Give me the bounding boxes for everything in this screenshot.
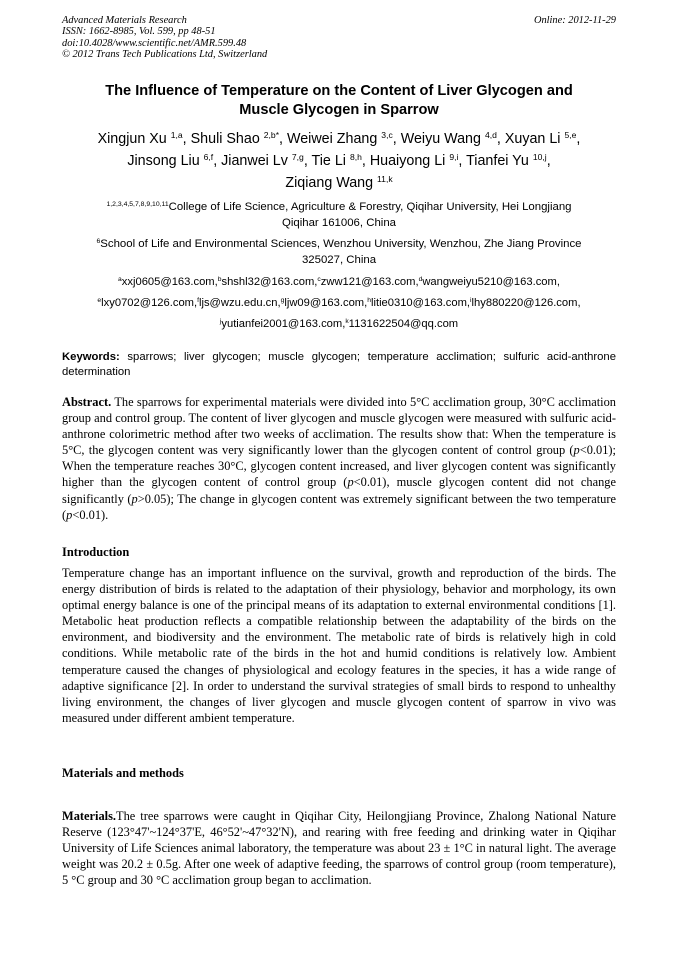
email-address: 1131622504@qq.com [348,318,459,330]
email-sup: j [219,317,222,325]
section-heading-materials-methods: Materials and methods [62,766,184,780]
author-sup: 5,e [564,129,577,140]
email-address: xxj0605@163.com, [121,276,218,288]
keywords-label: Keywords: [62,351,120,363]
affiliation-sup: 6 [96,237,101,245]
affiliation-text: School of Life and Environmental Sciences, Wenzhou University, Wenzhou, Zhe Jiang Province [100,238,582,250]
author-sup: 8,h [349,151,362,162]
author-sup: 1,a [170,129,183,140]
p-value-symbol: p [131,491,138,506]
email-sup: g [280,296,285,304]
email-sup: a [118,275,122,283]
email-sup: i [470,296,472,304]
journal-copyright: © 2012 Trans Tech Publications Ltd, Switzerland [62,49,268,61]
email-sup: h [367,296,371,304]
email-sup: b [217,275,222,283]
abstract-text: <0.01), muscle glycogen content did not change significantly ( [62,475,616,506]
author-sup: 11,k [377,173,393,184]
affiliation-1 [62,199,616,231]
email-address: shshl32@163.com, [221,276,318,288]
keywords [62,350,616,379]
author-name: Jianwei Lv [221,153,288,169]
author-list: Xingjun Xu $^{1,a}$, Shuli Shao $^{2,b*}$, Weiwei Zhang $^{3,c}$, Weiyu Wang $^{4,d}$, Xuyan Li $^{5,e}$, Jinsong Liu $^{6,f}$, Jianwei Lv $^{7,g}$, Tie Li $^{8,h}$, Huaiyong Li $^{9,i}$, Tianfei Yu $^{10,j}$, Ziqiang Wang $^{11,k}$ [97,129,581,191]
email-address: lhy880220@126.com, [471,297,581,309]
keywords-text: sparrows; liver glycogen; muscle glycogen; temperature acclimation; sulfuric acid-anthrone determination [62,351,616,378]
journal-issn: ISSN: 1662-8985, Vol. 599, pp 48-51 [62,26,216,38]
online-date: Online: 2012-11-29 [533,15,616,26]
author-name: Weiwei Zhang [286,131,378,147]
author-sup: 3,c [381,129,393,140]
email-sup: e [97,296,102,304]
author-name: Ziqiang Wang [285,175,374,191]
email-sup: f [197,296,199,304]
p-value-symbol: p [573,443,580,458]
journal-name: Advanced Materials Research [62,15,187,26]
materials-paragraph [62,808,616,888]
email-list [58,272,620,335]
p-value-symbol: p [347,475,354,490]
abstract-label: Abstract. [62,395,112,409]
author-sup: 10,j [532,151,547,162]
section-heading-introduction: Introduction [62,545,130,559]
email-address: yutianfei2001@163.com, [221,318,346,330]
email-address: ljs@wzu.edu.cn, [198,297,281,309]
author-name: Weiyu Wang [400,131,481,147]
paper-title [62,82,616,120]
email-sup: d [418,275,423,283]
email-address: litie0310@163.com, [370,297,471,309]
affiliation-text: College of Life Science, Agriculture & Forestry, Qiqihar University, Hei Longjiang [168,201,572,213]
abstract-text: The sparrows for experimental materials were divided into 5°C acclimation group, 30°C acclimation group and control group. The content of liver glycogen and muscle glycogen were measured with sulfuric acid-anthrone colorimetric method after two weeks of acclimation. The results show that: When the temperature is 5°C, the glycogen content was very significantly lower than the glycogen content of control group ( [62,395,616,458]
email-address: zww121@163.com, [320,276,419,288]
materials-label: Materials. [62,809,117,823]
author-name: Jinsong Liu [127,153,200,169]
author-sup: 2,b* [263,129,280,140]
author-name: Xuyan Li [504,131,561,147]
author-name: Tie Li [311,153,346,169]
email-sup: c [317,275,321,283]
abstract-text: <0.01). [72,507,109,522]
author-name: Tianfei Yu [466,153,529,169]
affiliation-2 [62,236,616,268]
abstract-text: >0.05); The change in glycogen content was extremely significant between the two temperature ( [62,491,616,522]
journal-header [62,15,616,61]
affiliation-text: 325027, China [301,254,377,266]
author-name: Huaiyong Li [369,153,446,169]
abstract [62,394,616,523]
title-line-1: The Influence of Temperature on the Content of Liver Glycogen and [105,83,573,99]
email-address: wangweiyu5210@163.com, [422,276,560,288]
email-address: ljw09@163.com, [284,297,368,309]
author-sup: 6,f [203,151,214,162]
email-address: lxy0702@126.com, [101,297,198,309]
author-sup: 9,i [449,151,459,162]
email-sup: k [345,317,349,325]
author-sup: 4,d [484,129,497,140]
title-line-2: Muscle Glycogen in Sparrow [239,102,439,118]
author-name: Shuli Shao [190,131,260,147]
abstract-text: <0.01); When the temperature reaches 30°C, glycogen content increased, and liver glycogen content was significantly higher than the glycogen content of control group ( [62,443,616,490]
author-sup: 7,g [291,151,304,162]
affiliation-text: Qiqihar 161006, China [282,217,396,229]
p-value-symbol: p [66,507,73,522]
introduction-paragraph: Temperature change has an important influence on the survival, growth and reproduction of the birds. The energy distribution of birds is related to the adaptation of their physiology, behavior and morphology, its own optimal energy balance is one of the principal means of its adaptation to external environmental conditions [1]. Metabolic heat production reflects a compatible relationship between the adaptability of the birds on the environment, and biodiversity and the environment. The metabolic rate of birds is relatively high in cold conditions. While metabolic rate of the birds in the hot and humid conditions is relatively low. Ambient temperature caused the changes of physiological and ecology features in the species, it has a wide range of adaptive significance [2]. In order to understand the survival strategies of small birds to respond to unhealthy living environment, the changes of liver glycogen and muscle glycogen content of sparrow in vivo was measured under different ambient temperature. [62,566,616,725]
journal-doi: doi:10.4028/www.scientific.net/AMR.599.48 [62,37,247,49]
affiliation-sup: 1,2,3,4,5,7,8,9,10,11 [106,200,169,208]
materials-text: The tree sparrows were caught in Qiqihar City, Heilongjiang Province, Zhalong National Nature Reserve (123°47'~124°37'E, 46°52'~47°32'N), and rearing with free feeding and drinking water in Qiqihar University of Life Sciences animal laboratory, the temperature was about 23 ± 1°C in natural light. The average weight was 20.2 ± 0.5g. After one week of adaptive feeding, the sparrows of control group (room temperature), 5 °C group and 30 °C acclimation group began to acclimation. [62,809,616,888]
author-name: Xingjun Xu [97,131,167,147]
